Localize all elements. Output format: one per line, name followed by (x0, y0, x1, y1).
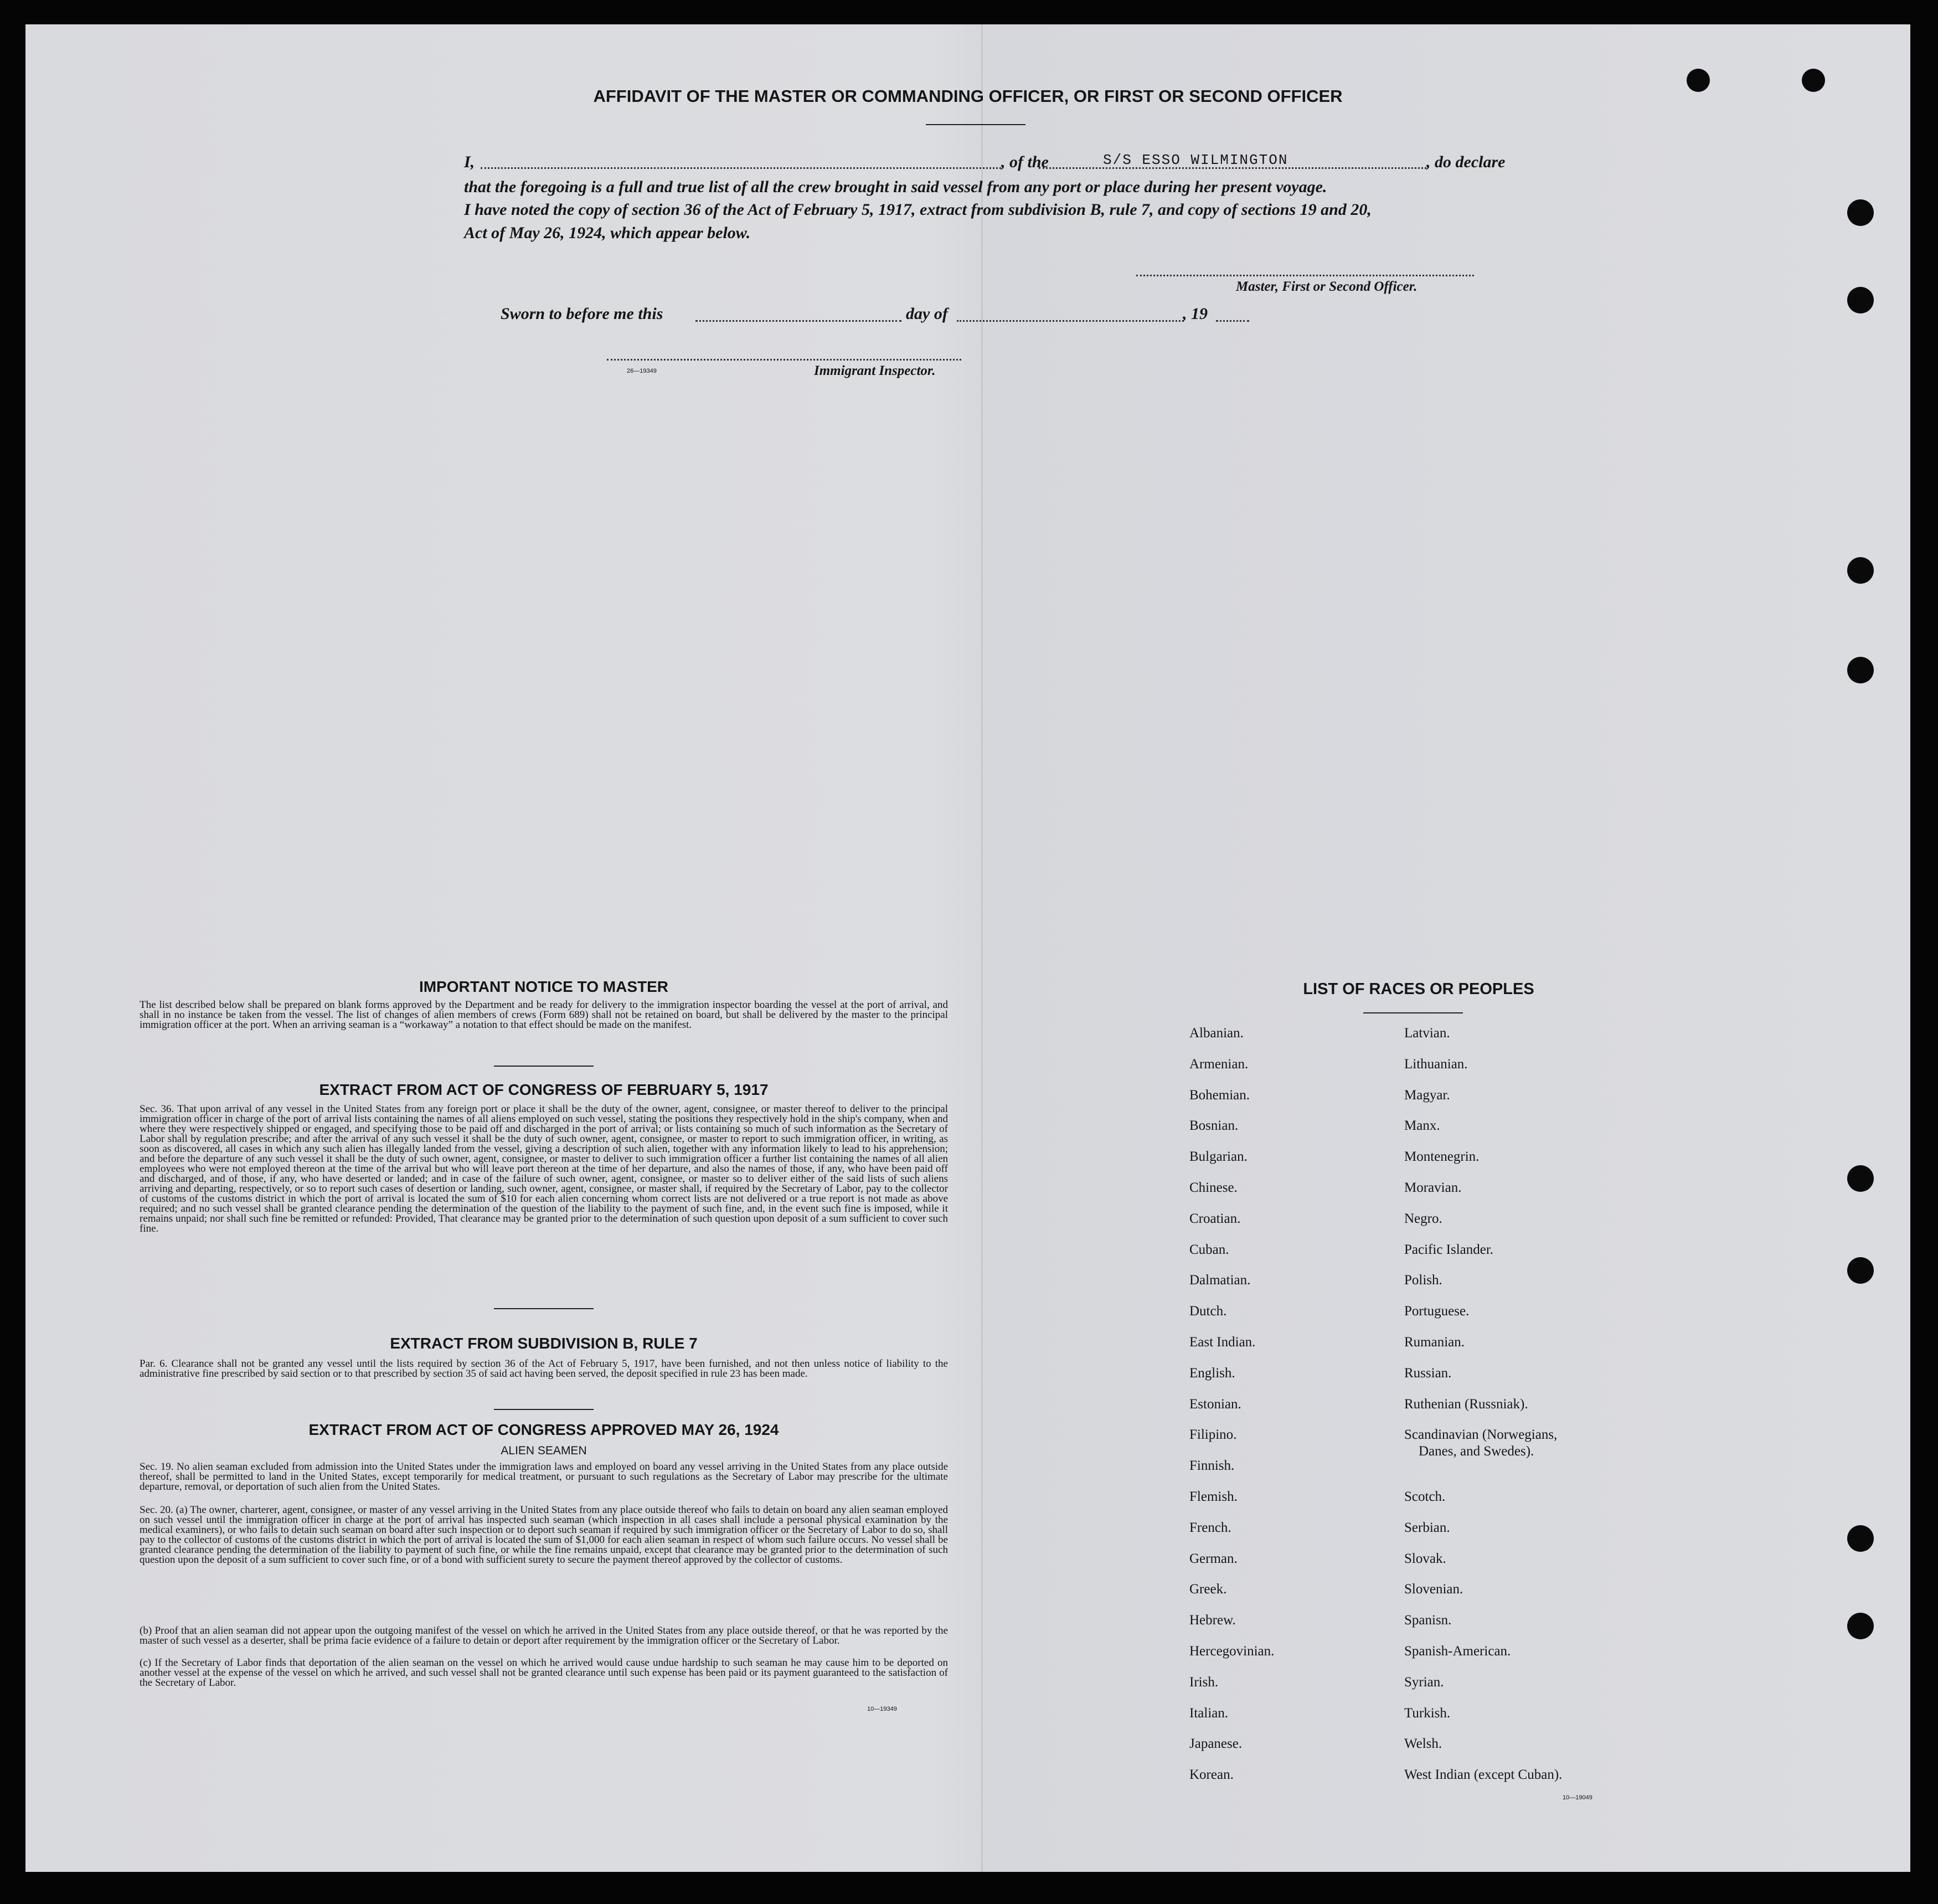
punch-hole (1847, 1525, 1874, 1552)
race-item: East Indian. (1189, 1334, 1256, 1350)
sworn-month-line (957, 320, 1184, 322)
year-line (1216, 320, 1249, 322)
section-19: Sec. 19. No alien seaman excluded from admission into the United States under the immigration laws and employed on board any vessel arriving in the United States from any place outside thereof, shall be permitted to land in the United States, except temporarily for medical treatment, or pursuant to such regulations as the Secretary of Labor may prescribe for the ultimate departure, removal, or deportation of such alien from the United States. (140, 1461, 948, 1493)
race-item: Dutch. (1189, 1304, 1227, 1319)
extract-3-title: EXTRACT FROM ACT OF CONGRESS APPROVED MAY 26, 1924 (308, 1421, 779, 1438)
name-line (481, 167, 1001, 169)
section-rule (494, 1308, 594, 1309)
extract-3-subtitle: ALIEN SEAMEN (501, 1444, 587, 1457)
race-item: Russian. (1404, 1365, 1452, 1381)
race-item: Polish. (1404, 1273, 1442, 1288)
punch-hole (1847, 1613, 1874, 1639)
race-item: Greek. (1189, 1582, 1227, 1597)
punch-hole (1847, 199, 1874, 226)
master-signature-line (1136, 275, 1474, 276)
race-item: Portuguese. (1404, 1304, 1470, 1319)
race-item: Armenian. (1189, 1056, 1249, 1072)
race-item: Chinese. (1189, 1180, 1238, 1195)
punch-hole (1847, 1165, 1874, 1192)
race-item: English. (1189, 1365, 1235, 1381)
race-item: Slovak. (1404, 1551, 1446, 1566)
section-rule (494, 1066, 594, 1067)
race-item: Moravian. (1404, 1180, 1462, 1195)
race-item: French. (1189, 1520, 1231, 1535)
punch-hole (1847, 287, 1874, 313)
extract-1-body: Sec. 36. That upon arrival of any vessel in the United States from any foreign port or place it shall be the duty of the owner, agent, consignee, or master thereof to deliver to the principal immigration officer in charge of the port of arrival lists containing the names of all aliens employed on such vessel, stating the positions they respectively hold in the ship's company, when and where they were respectively shipped or engaged, and specifying those to be paid off and discharged in the port of arrival; or lists containing so much of such information as the Secretary of Labor shall by regulation prescribe; and after the arrival of any such vessel it shall be the duty of such owner, agent, consignee, or master to report to such immigration officer, in writing, as soon as discovered, all cases in which any such alien has illegally landed from the vessel, giving a description of such alien, together with any information likely to lead to his apprehension; and before the departure of any such vessel it shall be the duty of such owner, agent, consignee, or master to deliver to such immigration officer a further list containing the names of all alien employees who were not employed thereon at the time of the arrival but who will leave port thereon at the time of her departure, and also the names of those, if any, who have been paid off and discharged, and of those, if any, who have deserted or landed; and in case of the failure of such owner, agent, consignee, or master so to deliver either of the said lists of such aliens arriving and departing, respectively, or so to report such cases of desertion or landing, such owner, agent, consignee, or master shall, if required by the Secretary of Labor, pay to the collector of customs of the customs district in which the port of arrival is located the sum of $10 for each alien concerning whom correct lists are not delivered or a true report is not made as above required; and no such vessel shall be granted clearance pending the determination of the question of the liability to the payment of such fine, and, in the event such fine is imposed, while it remains unpaid; nor shall such fine be remitted or refunded: Provided, That clearance may be granted prior to the determination of such question upon deposit of a sum sufficient to cover such fine. (140, 1103, 948, 1234)
races-right-column (1404, 1026, 1562, 1798)
race-item: Montenegrin. (1404, 1149, 1480, 1165)
race-item: German. (1189, 1551, 1238, 1566)
notice-body: The list described below shall be prepared on blank forms approved by the Department and be ready for delivery to the immigration inspector boarding the vessel at the port of arrival, and shall in no instance be taken from the vessel. The list of changes of alien members of crews (Form 689) shall not be retained on board, but shall be delivered by the master to the principal immigration officer at the port. When an arriving seaman is a “workaway” a notation to that effect should be made on the manifest. (140, 999, 948, 1031)
race-item: Dalmatian. (1189, 1273, 1251, 1288)
master-label: Master, First or Second Officer. (1236, 279, 1418, 294)
race-item: Scotch. (1404, 1489, 1446, 1504)
punch-hole (1847, 1257, 1874, 1284)
section-rule (494, 1409, 594, 1410)
race-item: Spanisn. (1404, 1613, 1452, 1628)
affidavit-i: I, (464, 153, 475, 171)
race-item: Hercegovinian. (1189, 1643, 1275, 1659)
race-item: Croatian. (1189, 1211, 1241, 1226)
race-item: Estonian. (1189, 1396, 1241, 1412)
punch-hole (1847, 657, 1874, 683)
race-item: Lithuanian. (1404, 1056, 1468, 1072)
race-item: West Indian (except Cuban). (1404, 1767, 1563, 1783)
document-sheet (25, 24, 1910, 1872)
race-item: Finnish. (1189, 1458, 1235, 1474)
sworn-day-line (695, 320, 901, 322)
races-title-rule (1363, 1012, 1463, 1013)
affidavit-title: AFFIDAVIT OF THE MASTER OR COMMANDING OFFICER, OR FIRST OR SECOND OFFICER (593, 86, 1343, 106)
race-item: Scandinavian (Norwegians, (1404, 1427, 1558, 1443)
extract-1-title: EXTRACT FROM ACT OF CONGRESS OF FEBRUARY 5, 1917 (319, 1081, 769, 1098)
extract-2-body: Par. 6. Clearance shall not be granted any vessel until the lists required by section 36 of the Act of February 5, 1917, have been furnished, and not then unless notice of liability to the administrative fine prescribed by said section or to that prescribed by section 35 of said act having been served, the deposit specified in rule 23 has been made. (140, 1358, 948, 1380)
punch-hole (1847, 557, 1874, 584)
title-rule (926, 124, 1025, 125)
section-20b: (b) Proof that an alien seaman did not appear upon the outgoing manifest of the vessel on which he arrived in the United States from any place outside thereof, or that he was reported by the master of such vessel as a deserter, shall be prima facie evidence of a failure to detain or deport after requirement by the immigration officer or the Secretary of Labor. (140, 1625, 948, 1646)
race-item: Bulgarian. (1189, 1149, 1248, 1165)
race-item: Japanese. (1189, 1736, 1243, 1752)
affidavit-line-2: that the foregoing is a full and true list of all the crew brought in said vessel from any port or place during her present voyage. (464, 178, 1327, 196)
race-item: Rumanian. (1404, 1334, 1465, 1350)
race-item: Irish. (1189, 1674, 1219, 1690)
race-item: Ruthenian (Russniak). (1404, 1396, 1528, 1412)
race-item: Danes, and Swedes). (1419, 1444, 1534, 1459)
race-item: Welsh. (1404, 1736, 1442, 1752)
extract-2-title: EXTRACT FROM SUBDIVISION B, RULE 7 (390, 1335, 698, 1352)
race-item: Italian. (1189, 1705, 1229, 1721)
race-item: Filipino. (1189, 1427, 1237, 1443)
section-20c: (c) If the Secretary of Labor finds that deportation of the alien seaman on the vessel on which he arrived would cause undue hardship to such seaman he may cause him to be deported on another vessel at the expense of the vessel on which he arrived, and such vessel shall not be granted clearance until such expense has been paid or its payment guaranteed to the satisfaction of the Secretary of Labor. (140, 1657, 948, 1689)
race-item: Latvian. (1404, 1026, 1450, 1041)
affidavit-form-number: 26—19349 (627, 368, 657, 374)
race-item: Flemish. (1189, 1489, 1238, 1504)
notice-form-number: 10—19349 (867, 1706, 897, 1712)
race-item: Negro. (1404, 1211, 1442, 1226)
year-label: , 19 (1183, 305, 1208, 323)
race-item: Bosnian. (1189, 1118, 1239, 1134)
affidavit-do-declare: , do declare (1426, 153, 1506, 171)
sworn-label: Sworn to before me this (501, 305, 663, 323)
affidavit-line-3: I have noted the copy of section 36 of the Act of February 5, 1917, extract from subdivision B, rule 7, and copy of sections 19 and 20, (464, 200, 1372, 219)
races-form-number: 10—19049 (1563, 1794, 1592, 1801)
race-item: Magyar. (1404, 1087, 1450, 1103)
day-of-label: day of (906, 305, 948, 323)
inspector-label: Immigrant Inspector. (814, 363, 936, 378)
race-item: Pacific Islander. (1404, 1242, 1494, 1257)
affidavit-of-the: , of the (1001, 153, 1049, 171)
race-item: Slovenian. (1404, 1582, 1463, 1597)
race-item: Serbian. (1404, 1520, 1450, 1535)
race-item: Turkish. (1404, 1705, 1451, 1721)
races-left-column (1189, 1026, 1274, 1798)
inspector-signature-line (607, 359, 961, 361)
notice-title: IMPORTANT NOTICE TO MASTER (419, 978, 669, 995)
vessel-name: S/S ESSO WILMINGTON (1103, 152, 1288, 168)
race-item: Albanian. (1189, 1026, 1244, 1041)
race-item: Manx. (1404, 1118, 1440, 1134)
race-item: Cuban. (1189, 1242, 1229, 1257)
race-item: Hebrew. (1189, 1613, 1236, 1628)
race-item: Korean. (1189, 1767, 1234, 1783)
race-item: Bohemian. (1189, 1087, 1250, 1103)
race-item: Spanish-American. (1404, 1643, 1511, 1659)
affidavit-line-4: Act of May 26, 1924, which appear below. (464, 224, 751, 242)
section-20a: Sec. 20. (a) The owner, charterer, agent, consignee, or master of any vessel arriving in the United States from any place outside thereof who fails to detain on board any alien seaman employed on such vessel until the immigration officer in charge at the port of arrival has inspected such seaman (which inspection in all cases shall include a personal physical examination by the medical examiners), or who fails to detain such seaman on board after such inspection or to deport such seaman if required by such immigration officer or the Secretary of Labor to do so, shall pay to the collector of customs of the customs district in which the port of arrival is located the sum of $1,000 for each alien seaman in respect of whom such failure occurs. No vessel shall be granted clearance pending the determination of the liability to payment of such fine, or while the fine remains unpaid, except that clearance may be granted prior to the determination of such question upon the deposit of a sum sufficient to cover such fine, or of a bond with sufficient surety to secure the payment thereof approved by the collector of customs. (140, 1504, 948, 1566)
races-title: LIST OF RACES OR PEOPLES (1303, 980, 1534, 998)
race-item: Syrian. (1404, 1674, 1444, 1690)
page-fold (981, 24, 983, 1872)
